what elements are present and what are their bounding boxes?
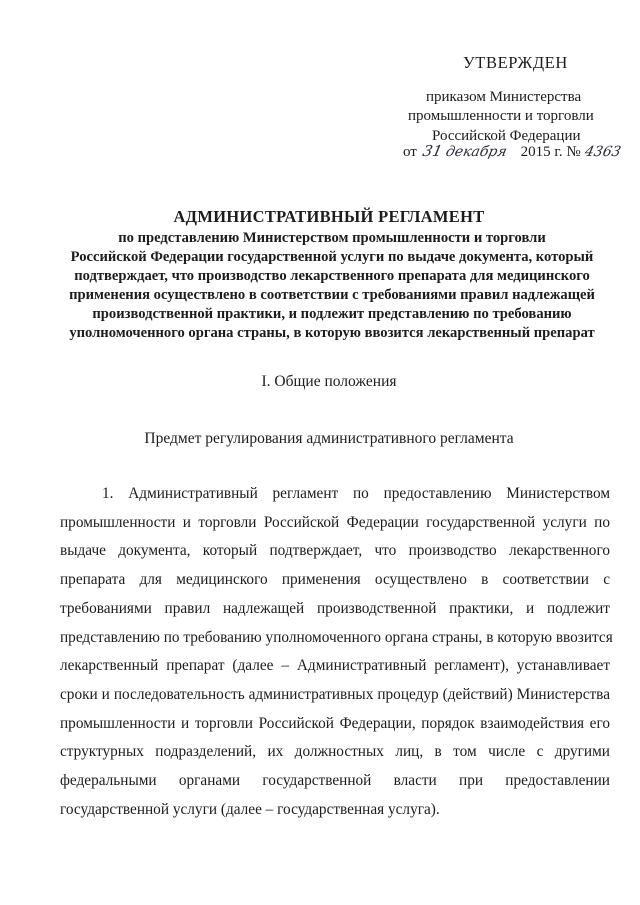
paragraph-line: промышленности и торговли Российской Федерации, порядок взаимодействия его — [60, 714, 610, 732]
order-prefix: от — [403, 144, 417, 160]
paragraph-1 — [60, 480, 613, 824]
subtitle-line: применения осуществлено в соответствии с требованиями правил надлежащей — [69, 287, 595, 303]
order-reference — [403, 140, 620, 163]
document-title: АДМИНИСТРАТИВНЫЙ РЕГЛАМЕНТ — [173, 207, 485, 226]
paragraph-line: государственной услуги (далее – государственная услуга). — [60, 800, 440, 818]
approval-line-industry: промышленности и торговли — [408, 108, 594, 124]
paragraph-line: требованиями правил надлежащей производственной практики, и подлежит — [60, 599, 610, 617]
subtitle-line: подтверждает, что производство лекарственного препарата для медицинского — [74, 268, 590, 284]
paragraph-line: федеральными органами государственной власти при предоставлении — [60, 772, 610, 790]
subtitle-line: производственной практики, и подлежит представлению по требованию — [92, 306, 572, 322]
subtitle-line: уполномоченного органа страны, в которую ввозится лекарственный препарат — [69, 325, 595, 341]
subtitle-line: Российской Федерации государственной услуги по выдаче документа, который — [70, 249, 594, 265]
approval-title: УТВЕРЖДЕН — [463, 53, 568, 72]
section-heading: I. Общие положения — [261, 373, 397, 390]
order-day-handwritten: 31 — [420, 142, 444, 160]
approval-line-ministry: приказом Министерства — [426, 89, 582, 105]
approval-line-federation: Российской Федерации — [432, 128, 581, 144]
paragraph-line: лекарственный препарат (далее – Административный регламент), устанавливает — [60, 657, 610, 675]
paragraph-line: сроки и последовательность административных процедур (действий) Министерства — [60, 685, 610, 703]
document-subtitle — [58, 229, 606, 343]
paragraph-line: структурных подразделений, их должностных лиц, в том числе с другими — [60, 743, 610, 761]
paragraph-line: промышленности и торговли Российской Федерации государственной услуги по — [60, 513, 610, 531]
subtitle-line: по представлению Министерством промышленности и торговли — [118, 230, 546, 246]
paragraph-line: препарата для медицинского применения осуществлено в соответствии с — [60, 571, 610, 589]
order-number-handwritten: 4363 — [582, 144, 622, 160]
order-year: 2015 г. № — [520, 144, 581, 160]
order-month-handwritten: декабря — [444, 144, 509, 160]
paragraph-line: представлению по требованию уполномоченного органа страны, в которую ввозится — [60, 628, 613, 646]
paragraph-line: 1. Административный регламент по предоставлению Министерством — [102, 485, 610, 502]
subject-heading: Предмет регулирования административного регламента — [144, 430, 514, 447]
paragraph-line: выдаче документа, который подтверждает, что производство лекарственного — [60, 542, 610, 560]
